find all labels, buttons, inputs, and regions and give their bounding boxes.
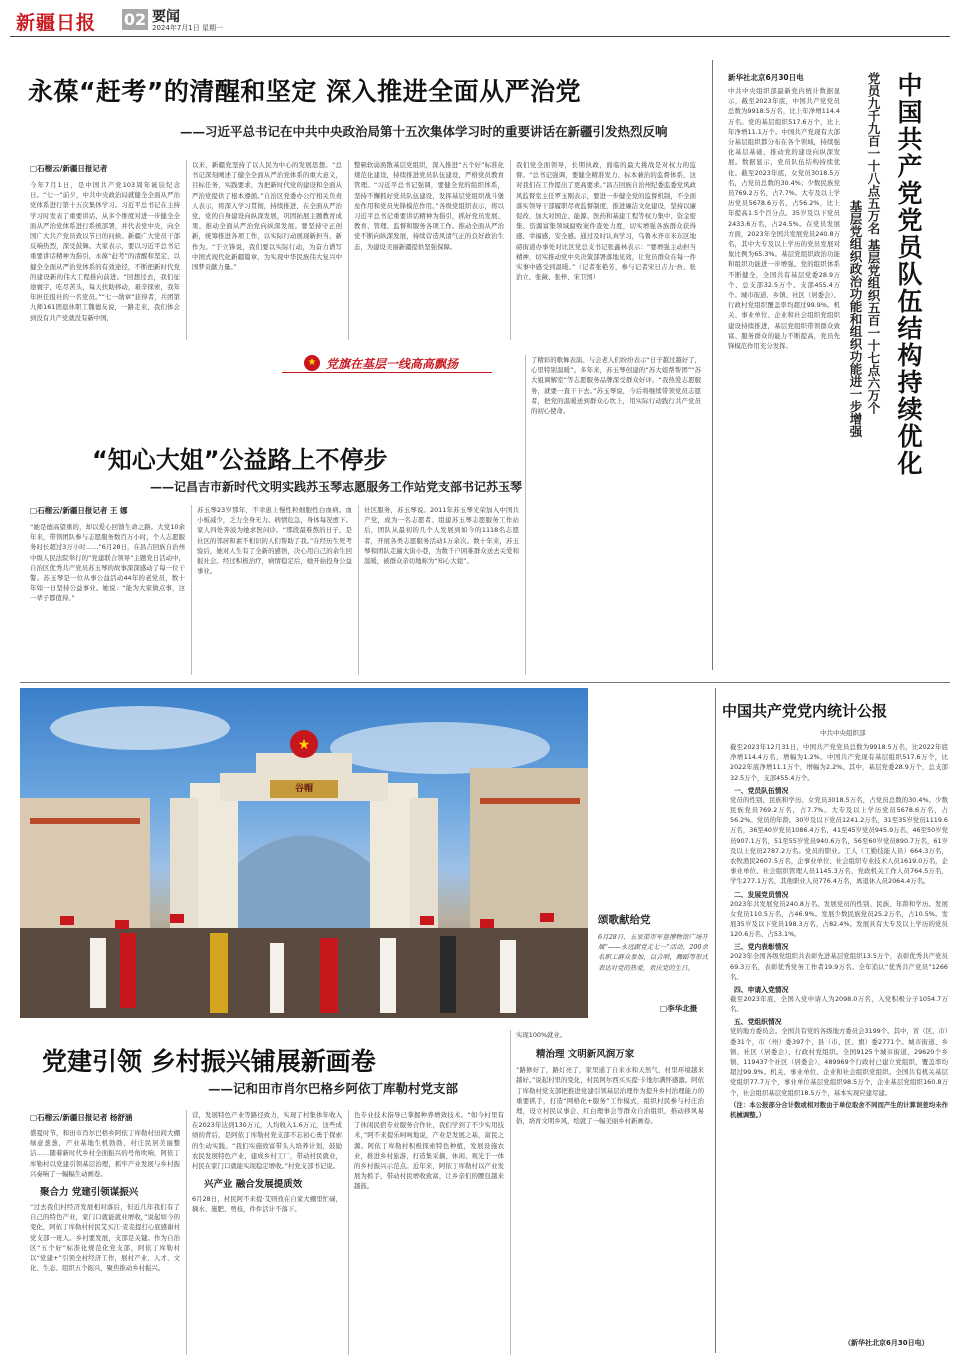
column-rule	[191, 505, 192, 675]
feature1-byline: □石榴云/新疆日报记者 王 娜	[30, 506, 128, 515]
column-rule	[510, 1030, 511, 1355]
feature2-col-1	[30, 1128, 180, 1356]
party-emblem-icon: ★	[304, 355, 320, 371]
column-rule	[358, 505, 359, 675]
stats-section-4-text: 截至2023年底，全国入党申请人为2098.0万名，入党积极分子1054.7万名。	[730, 995, 948, 1014]
feature1-subtitle: ——记昌吉市新时代文明实践苏玉琴志愿服务工作站党支部书记苏玉琴	[150, 480, 523, 494]
feature-tag: 党旗在基层一线高高飘扬	[326, 357, 459, 371]
stats-footer: （新华社北京6月30日电）	[844, 1339, 929, 1347]
feature2-col-1b-text: “过去我们村经济发展相对落后，但近几年我们有了自己的特色产业，家门口就能就业增收，”说起如今的变化，阿依丁库勒村村民艾买江·麦麦提打心底感谢村党支部一班人。乡村要发展，支部是关键。作为自治区“五个好”标准化规范化党支部，阿依丁库勒村以“党建+”引领全村经济工作，展村产业、人才、文化、生态、组织五个振兴，聚焦推动乡村振兴。	[30, 1203, 180, 1273]
feature1-col-3: 社区服务，苏玉琴说。2011年苏玉琴光荣加入中国共产党，成为一名志愿者。组建苏玉琴志愿服务工作站后，团队从最初的几个人发展到如今的1118名志愿者，开展各类志愿服务活动1万余次。数十年来，苏玉琴和团队走遍大街小巷，为数千户困难群众送去关爱和温暖，被群众亲切地称为“知心大姐”。	[364, 506, 519, 566]
column-rule	[348, 160, 349, 340]
feature2-heading-1: 聚合力 党建引领谋振兴	[40, 1187, 139, 1199]
stats-section-2-text: 2023年共发展党员240.8万名。发展党员的性别、民族、年龄和学历。发展女党员110.5万名，占46.9%。发展少数民族党员25.2万名，占10.5%。发展35岁及以下党员198.3万名，占82.4%。发展具有大专及以上学历的党员120.6万名，占53.1%。	[730, 899, 948, 939]
side-byline: 新华社北京6月30日电	[728, 73, 804, 82]
feature2-col-1-text: 盛夏时节，和田市肖尔巴格乡阿依丁库勒村田间大棚绿意葱葱，产业基地生机勃勃，村庄民居美丽整洁……随着新时代乡村全面振兴的号角吹响，阿依丁库勒村以党建引领基层治理，抓牢产业发展与乡村振兴奏响了一幅幅生动画卷。	[30, 1129, 180, 1178]
photo-caption-title: 颂歌献给党	[598, 914, 651, 926]
stats-source: 中共中央组织部	[820, 729, 866, 737]
page-number: 02	[123, 10, 147, 29]
photo-scene	[20, 688, 588, 1018]
feature2-subtitle: ——记和田市肖尔巴格乡阿依丁库勒村党支部	[208, 1081, 459, 1096]
stats-section-2-heading: 二、发展党员情况	[734, 890, 789, 899]
photo-credit: □李华北摄	[660, 1004, 698, 1013]
arch-sign: 谷帽	[294, 784, 313, 794]
feature2-heading-3: 精治理 文明新风润万家	[536, 1049, 635, 1061]
side-subtitle: 党员九千九百一十八点五万名 基层党组织五百一十七点六万个	[866, 72, 881, 414]
column-rule	[510, 160, 511, 340]
feature2-col-3: 色专业技术指导已掌握种养增效技术。“如今村里有了休闲民宿专业服务合作社，我们学到了不少实用技术，”阿不来提乐呵呵地说，产业是发展之基，富民之源。阿依丁库勒村积极探索特色种植，发展设施农业，推进乡村旅游，打造集采摘、休闲、观光于一体的乡村振兴示范点。近年来，阿依丁库勒村以产业发展为抓手，带动村民增收致富，让乡亲们的腰包越来越鼓。	[354, 1111, 504, 1191]
stats-body	[730, 742, 948, 1332]
side-subtitle-2: 基层党组织政治功能和组织功能进一步增强	[848, 200, 863, 438]
column-rule	[525, 355, 526, 675]
news-photo	[20, 688, 588, 1018]
stats-section-1-heading: 一、党员队伍情况	[734, 786, 789, 795]
svg-text:★: ★	[297, 737, 311, 753]
column-rule	[186, 1110, 187, 1355]
feature2-col-2-text: 营，发展特色产业等路径致力，实现了村集体年收入在2023年达到130万元，人均收入1.6万元，这些成绩的背后，是阿依丁库勒村党支部不忘初心勇于探索的生动实践。“我们实施致富带头人培养计划，鼓励农民发展特色产业，建成乡村工厂，带动村民就业，村民在家门口就能实现稳定增收。”村党支部书记说。	[192, 1111, 342, 1171]
feature2-col-2	[192, 1110, 342, 1356]
lead-col-3: 整顿软弱涣散基层党组织，深入推进“五个好”标准化规范化建设，持续推进党员队伍建设，严格党员教育管理。“习近平总书记强调，要健全党的组织体系，坚持不懈抓好党员队伍建设，发挥基层党组织战斗堡垒作用和党员先锋模范作用。”各级党组织表示，将以习近平总书记重要讲话精神为指引，抓好党员发展、教育、管理、监督和服务各项工作。推动全面从严治党不断向纵深发展，持续营造风清气正的良好政治生态，为建设美丽新疆提供坚强保障。	[354, 161, 504, 251]
lead-col-2: 以来，新疆党坚持了以人民为中心的发展思想。“总书记深刻阐述了健全全面从严治党体系的重大意义，目标任务，实践要求，为把新时代党的建设和全面从严治党提供了根本遵循。”自治区党委办公厅相关负责人表示，将深入学习贯彻，持续推进，在全面从严治党，党的自身建设向纵深发展，巩固拓展主题教育成果，推动全面从严治党向纵深发展。要坚持守正创新，统筹推进各项工作，以实际行动展现新担当、新作为。“于立锋说，我们要以实际行动，为奋力谱写中国式现代化新疆篇章，为实现中华民族伟大复兴中国梦贡献力量。”	[192, 161, 342, 272]
newspaper-logo: 新疆日报	[16, 12, 97, 34]
section-rule	[712, 60, 713, 670]
column-rule	[348, 1110, 349, 1355]
section-rule	[20, 682, 950, 683]
feature1-col-2: 苏玉琴23岁那年，不幸患上慢性粒细胞性白血病。血小板减少，乏力全身无力。病情危急，身体每况愈下。家人四处奔波为她求医问诊。“那段最难熬的日子，是社区的邻居和素不相识的人们帮助了我。”在经历生死考验后，她对人生有了全新的感悟，决心用自己的余生回报社会。经过积极治疗，病情稳定后，她开始投身公益事业。	[197, 506, 352, 576]
feature2-col-2b-text: 6月28日，村民阿不来提·艾则孜在自家大棚里忙碌，摘水、施肥、剪枝，件件活计不落下。	[192, 1195, 342, 1214]
feature1-col-1: “她是德高望重的，却以爱心回馈生命之路。大党10余年来，带领团队参与志愿服务数百万小时，个人志愿服务时长超过3万小时……”6月28日，在昌吉回族自治州中级人民法院举行的“党建联合领导”主题党日活动中，自治区优秀共产党员苏玉琴的故事深深感动了每一位干警。苏玉琴是一位从事公益活动44年的老党员，数十年如一日坚持公益事业。她说：“能为大家做点事，这一辈子都值得。”	[30, 523, 185, 603]
stats-section-5-text: 党的地方委员会。全国共有党的各级地方委员会3199个。其中，省（区、市）委31个，市（州）委397个，县（市、区、旗）委2771个。城市街道、乡镇、社区（居委会）、行政村党组织。全国9125个城市街道、29620个乡镇、119437个社区（居委会）、489969个行政村已建立党组织，覆盖率均超过99.9%。机关、事业单位、企业和社会组织党组织。全国共有机关基层党组织77.7万个，事业单位基层党组织98.5万个，企业基层党组织160.8万个，社会组织基层党组织18.5万个，基本实现应建尽建。	[730, 1027, 948, 1097]
feature2-headline: 党建引领 乡村振兴铺展新画卷	[42, 1047, 376, 1076]
feature-tag-banner	[282, 353, 492, 373]
feature2-col-4-text: “路修好了，路灯亮了，家里通了自来水和天然气，村里环境越来越好。”说起村里的变化，村民阿尔西买买提·卡地尔满怀感激。阿依丁库勒村党支部把推进党建引领基层治理作为提升乡村治理能力的重要抓手，打造“网格化+服务”工作模式，组织村民参与村庄治理，设立村民议事会、红白理事会等群众自治组织，推动移风易俗，培育文明乡风，绘就了一幅美丽乡村新画卷。	[516, 1066, 704, 1126]
side-body: 中共中央组织部最新党内统计数据显示，截至2023年底，中国共产党党员总数为9918.5万名，比上年净增114.4万名。党的基层组织517.6万个，比上年净增11.1万个。中国共产党现有大部分基层组织都分布在各个领域，持续强化基层基础，推动党的建设向纵深发展。数据显示，党员队伍结构持续优化。截至2023年底，女党员3018.5万名，占党员总数的30.4%；少数民族党员769.2万名，占7.7%。大专及以上学历党员5678.6万名，占56.2%，比上年提高1.5个百分点。35岁及以下党员2433.6万名，占24.5%。在党员发展方面，2023年全国共发展党员240.8万名，其中大专及以上学历的党员发展对象比例为65.3%。基层党组织政治功能和组织功能进一步增强。党的组织体系不断健全，全国共有基层党委28.9万个、总支部32.5万个、支部455.4万个。城市街道、乡镇、社区（居委会）、行政村党组织覆盖率均超过99.9%。机关、事业单位、企业和社会组织党组织建设持续推进，基层党组织带领群众致富、服务群众的能力不断提高，党员先锋模范作用充分发挥。	[728, 87, 840, 351]
masthead-rule	[10, 36, 950, 37]
feature1-col-4: 了精彩的歌舞表演。与会老人们纷纷表示“日子越过越好了，心里特别温暖”。多年来，苏玉琴创建的“苏大姐帮帮团”“苏大姐调解室”等志愿服务品牌深受群众好评。“我热爱志愿服务，就要一直干下去。”苏玉琴说，今后将继续带领党员志愿者，把党的温暖送到群众心坎上，用实际行动践行共产党员的初心使命。	[531, 356, 701, 416]
feature2-col-4	[516, 1030, 704, 1356]
stats-section-4-heading: 四、申请入党情况	[734, 986, 789, 995]
column-rule	[186, 160, 187, 340]
stats-section-3-heading: 三、党内表彰情况	[734, 943, 789, 952]
section-rule	[715, 688, 716, 1353]
tag-underline	[282, 372, 492, 373]
feature2-col-4a-text: 实现100%就业。	[516, 1031, 567, 1039]
feature1-headline: “知心大姐”公益路上不停步	[92, 446, 388, 474]
feature2-heading-2: 兴产业 融合发展提质效	[204, 1179, 303, 1191]
masthead	[10, 6, 950, 34]
lead-byline: □石榴云/新疆日报记者	[30, 164, 108, 173]
feature2-byline: □石榴云/新疆日报记者 杨舒涵	[30, 1113, 133, 1122]
lead-col-4: 我们党全面领导，长期执政，面临的最大挑战是对权力的监督。“总书记强调，要健全精准发力、标本兼治的监督体系，这对我们在工作提出了更高要求。”昌吉回族自治州纪委监委党风政风监督室主任罗玉刚表示，要进一步健全党的监督机制，不全面落实领导干部履职尽责监督制度，推进廉洁文化建设，坚持以廉促改，加大对国企、能源、医药和基建工程等权力集中、资金密集、资源富集领域腐败案件查处力度，切实增强各族群众获得感、幸福感、安全感。通过及时认真学习，乌鲁木齐市米东区地磅街道办事处对比区党总支书记张鑫林表示：“要增强主动担当精神，切实推动党中央决策部署落地见效，让党员群众在每一件实事中感受到温暖。”（记者张艳芳，参与记者宋日吉力·吾、张治立、张薇、张梓、宋卫国）	[516, 161, 696, 282]
stats-intro: 截至2023年12月31日，中国共产党党员总数为9918.5万名，比2022年底净增114.4万名，增幅为1.2%。中国共产党现有基层组织517.6万个，比2022年底净增11.1万个，增幅为2.2%。其中，基层党委28.9万个，总支部32.5万个，支部455.4万个。	[730, 743, 948, 782]
lead-col-1: 今年7月1日，是中国共产党103周年诞辰纪念日。“七一”前夕，中共中央政治局就健全全面从严治党体系进行第十五次集体学习。习近平总书记在主持学习时发表了重要讲话，从多个维度对进一步健全全面从严治党体系进行系统部署，并代表党中央，向全国广大共产党员致以节日的问候。新疆广大党员干部反响热烈，深受鼓舞。大家表示，要以习近平总书记重要讲话精神为指引，永葆“赶考”的清醒和坚定，以健全全面从严治党体系的有效途径，不断把新时代党的建设新的伟大工程推向前进。“回想过去，我们征途寰宇，吃尽苦头，每天扶助移动，艰辛探索，我年年担任报社的一名党员。”“七一勋章”获得者，兵团第九师161团退休职工魏德友说，一路走来，我们体会到没有共产党就没有新中国，	[30, 181, 180, 322]
stats-section-1-text: 党员的性别、民族和学历。女党员3018.5万名，占党员总数的30.4%。少数民族党员769.2万名，占7.7%。大专及以上学历党员5678.6万名，占56.2%。党员的年龄。30岁及以下党员1241.2万名，31至35岁党员1119.6万名，36至40岁党员1086.4万名，41至45岁党员945.9万名，46至50岁党员907.1万名，51至55岁党员940.6万名，56至60岁党员890.7万名，61岁及以上党员2787.2万名。党员的职业。工人（工勤技能人员）664.3万名，农牧渔民2607.5万名，企事业单位、社会组织专业技术人员1619.0万名，企事业单位、社会组织管理人员1145.3万名，党政机关工作人员764.5万名，学生277.1万名，其他职业人员776.4万名，离退休人员2064.4万名。	[730, 795, 948, 886]
stats-section-3-text: 2023年全国各级党组织共表彰先进基层党组织13.5万个，表彰优秀共产党员69.3万名，表彰优秀党务工作者19.9万名。全年追认“优秀共产党员”1266名。	[730, 952, 948, 981]
stats-headline: 中国共产党党内统计公报	[722, 702, 888, 720]
lead-subtitle: ——习近平总书记在中共中央政治局第十五次集体学习时的重要讲话在新疆引发热烈反响	[180, 124, 668, 139]
lead-headline: 永葆“赶考”的清醒和坚定 深入推进全面从严治党	[28, 77, 582, 106]
section-name: 要闻	[152, 9, 180, 25]
stats-note: （注：本公报部分合计数或相对数由于单位取舍不同而产生的计算误差均未作机械调整。）	[730, 1100, 948, 1120]
issue-date: 2024年7月1日 星期一	[152, 24, 223, 32]
photo-caption: 6月28日，五家渠市军垦博物馆广场开展“——永远跟党走七一”活动，200余名职工群众参加，以合唱、舞蹈等形式表达对党的热爱，欢庆党的生日。	[598, 933, 708, 972]
side-headline: 中国共产党党员队伍结构持续优化	[894, 72, 923, 477]
stats-section-5-heading: 五、党组织情况	[734, 1018, 782, 1027]
